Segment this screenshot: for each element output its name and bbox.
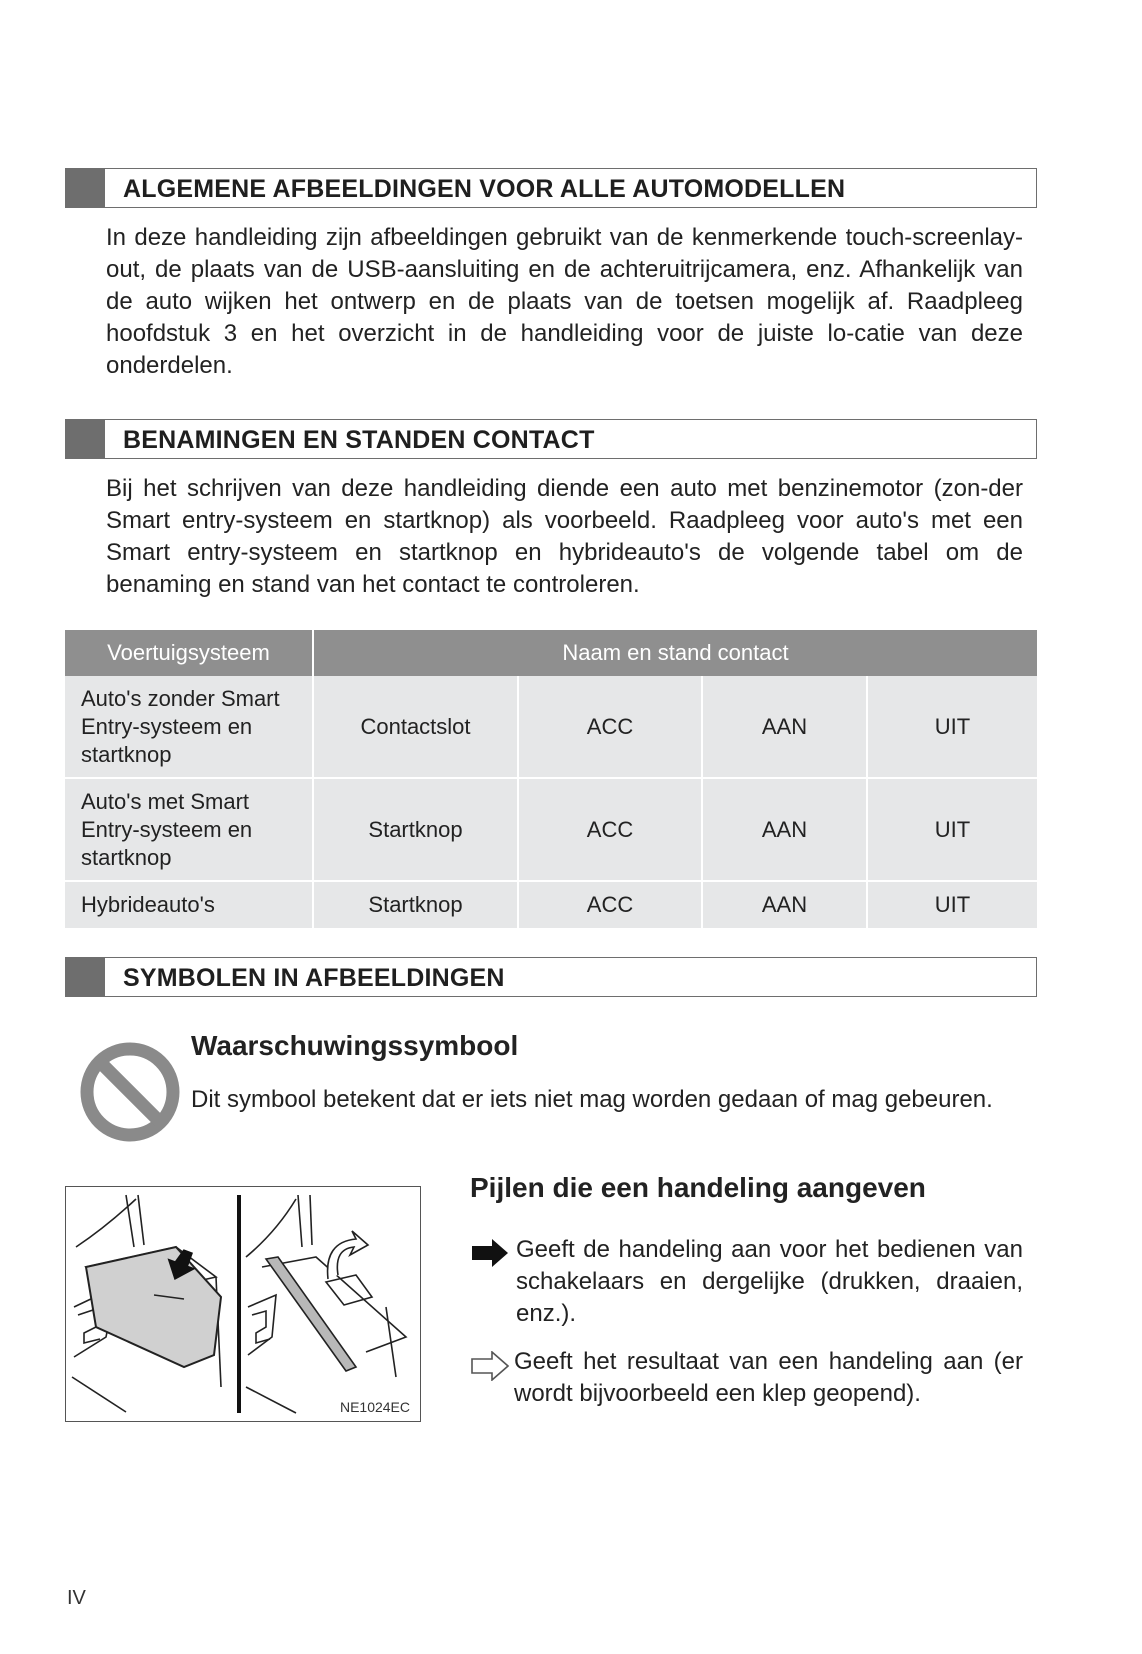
console-illustration bbox=[65, 1186, 421, 1422]
section-title: BENAMINGEN EN STANDEN CONTACT bbox=[123, 426, 595, 454]
illustration-code: NE1024EC bbox=[339, 1399, 410, 1415]
prohibition-icon bbox=[78, 1040, 182, 1144]
table-cell-name: Contactslot bbox=[313, 676, 518, 778]
section-tab bbox=[65, 957, 105, 997]
table-cell-uit: UIT bbox=[867, 881, 1037, 929]
table-row bbox=[65, 778, 1037, 881]
table-cell-system: Hybrideauto's bbox=[65, 881, 313, 929]
table-cell-acc: ACC bbox=[518, 881, 702, 929]
table-cell-acc: ACC bbox=[518, 676, 702, 778]
table-row bbox=[65, 881, 1037, 929]
table-cell-system: Auto's zonder Smart Entry-systeem en startknop bbox=[65, 676, 313, 778]
table-cell-aan: AAN bbox=[702, 676, 867, 778]
section-header-symbolen bbox=[65, 957, 1037, 997]
table-cell-name: Startknop bbox=[313, 778, 518, 881]
table-cell-aan: AAN bbox=[702, 881, 867, 929]
section-header-benamingen bbox=[65, 419, 1037, 459]
page-number: IV bbox=[67, 1587, 86, 1609]
table-header-system: Voertuigsysteem bbox=[65, 630, 313, 676]
table-cell-system: Auto's met Smart Entry-systeem en startknop bbox=[65, 778, 313, 881]
section-tab bbox=[65, 419, 105, 459]
solid-arrow-icon bbox=[470, 1238, 510, 1268]
section-title: SYMBOLEN IN AFBEELDINGEN bbox=[123, 964, 505, 992]
table-cell-acc: ACC bbox=[518, 778, 702, 881]
table-cell-uit: UIT bbox=[867, 676, 1037, 778]
arrows-title: Pijlen die een handeling aangeven bbox=[470, 1172, 926, 1203]
section-text-algemene: In deze handleiding zijn afbeeldingen gebruikt van de kenmerkende touch-screenlay-out, de plaats van de USB-aansluiting en de achteruitrijcamera, enz. Afhankelijk van de auto wijken het ontwerp en de plaats van de toetsen mogelijk af. Raadpleeg hoofdstuk 3 en het overzicht in de handleiding voor de juiste lo-catie van deze onderdelen. bbox=[106, 224, 1023, 379]
table-row bbox=[65, 676, 1037, 778]
section-header-algemene bbox=[65, 168, 1037, 208]
table-header-contact: Naam en stand contact bbox=[313, 630, 1037, 676]
console-drawing bbox=[66, 1187, 419, 1420]
outline-arrow-icon bbox=[470, 1351, 510, 1381]
warning-title: Waarschuwingssymbool bbox=[191, 1030, 519, 1061]
section-text-benamingen: Bij het schrijven van deze handleiding diende een auto met benzinemotor (zon-der Smart entry-systeem en startknop) als voorbeeld. Raadpleeg voor auto's met een Smart entry-systeem en startknop en hybrideauto's de volgende tabel om de benaming en stand van het contact te controleren. bbox=[106, 475, 1023, 598]
table-cell-name: Startknop bbox=[313, 881, 518, 929]
table-cell-aan: AAN bbox=[702, 778, 867, 881]
solid-arrow-text: Geeft de handeling aan voor het bedienen van schakelaars en dergelijke (drukken, draaien, enz.). bbox=[516, 1236, 1023, 1327]
outline-arrow-text: Geeft het resultaat van een handeling aan (er wordt bijvoorbeeld een klep geopend). bbox=[514, 1348, 1023, 1407]
section-title: ALGEMENE AFBEELDINGEN VOOR ALLE AUTOMODELLEN bbox=[123, 175, 846, 203]
warning-text: Dit symbool betekent dat er iets niet mag worden gedaan of mag gebeuren. bbox=[191, 1086, 993, 1113]
section-tab bbox=[65, 168, 105, 208]
table-cell-uit: UIT bbox=[867, 778, 1037, 881]
contact-table bbox=[65, 630, 1037, 930]
